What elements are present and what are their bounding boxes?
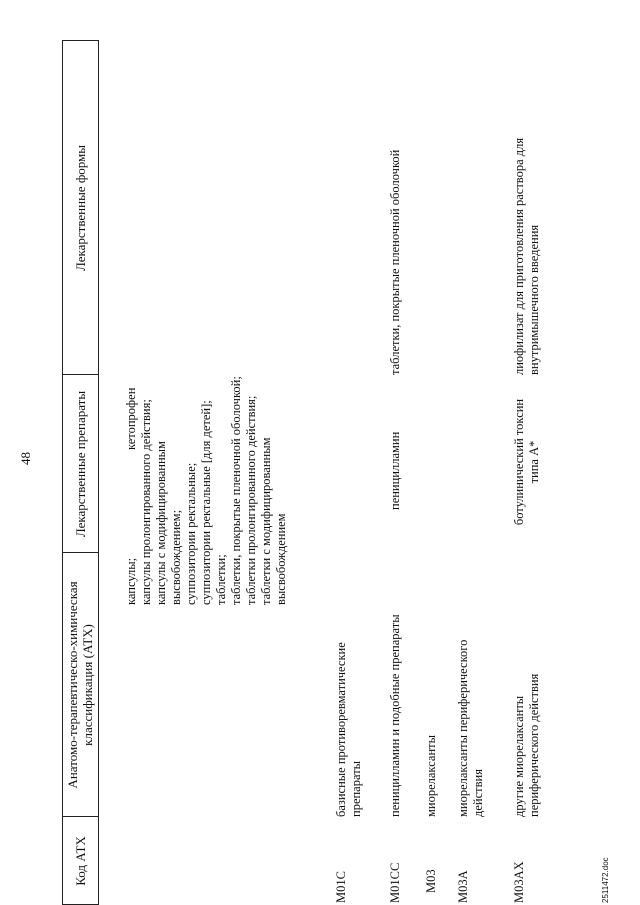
table-cell-atc: базисные противоревматические препараты: [334, 642, 363, 817]
table-cell-atc: миорелаксанты: [424, 735, 438, 817]
table-cell-drug: ботулинический токсин типа А*: [512, 398, 541, 526]
table-cell-code: M01C: [334, 871, 348, 903]
table-cell-drug: кетопрофен: [124, 387, 138, 450]
table-cell-atc: пеницилламин и подобные препараты: [388, 614, 402, 817]
header-bottom-border: [98, 40, 99, 905]
table-cell-forms: таблетки, покрытые пленочной оболочкой: [388, 149, 402, 375]
table-cell-drug: пеницилламин: [388, 431, 402, 510]
table-cell-code: M03: [424, 869, 438, 893]
table-cell-forms: лиофилизат для приготовления раствора для внутримышечного введения: [512, 137, 541, 375]
table-cell-code: M03A: [456, 870, 470, 903]
page-number: 48: [18, 452, 33, 465]
document-footer: 2511472.doc: [601, 857, 610, 903]
table-cell-code: M03AX: [512, 861, 526, 903]
table-cell-atc: миорелаксанты периферического действия: [456, 639, 485, 817]
header-code: Код АТХ: [72, 836, 88, 886]
table-cell-forms: капсулы; капсулы пролонгированного действия; капсулы с модифицированным высвобождением; суппозитории ректальные; суппозитории ректальные [для детей]; таблетки; таблетки, покрытые пленочной оболочкой; таблетки пролонгированного действия; таблетки с модифицированным высвобождением: [124, 376, 288, 605]
header-atc: Анатомо-терапевтическо-химическая классификация (АТХ): [65, 581, 95, 789]
header-drugs: Лекарственные препараты: [72, 390, 88, 538]
table-cell-atc: другие миорелаксанты периферического действия: [512, 673, 541, 817]
header-forms: Лекарственные формы: [72, 144, 88, 272]
table-cell-code: M01CC: [388, 862, 402, 903]
